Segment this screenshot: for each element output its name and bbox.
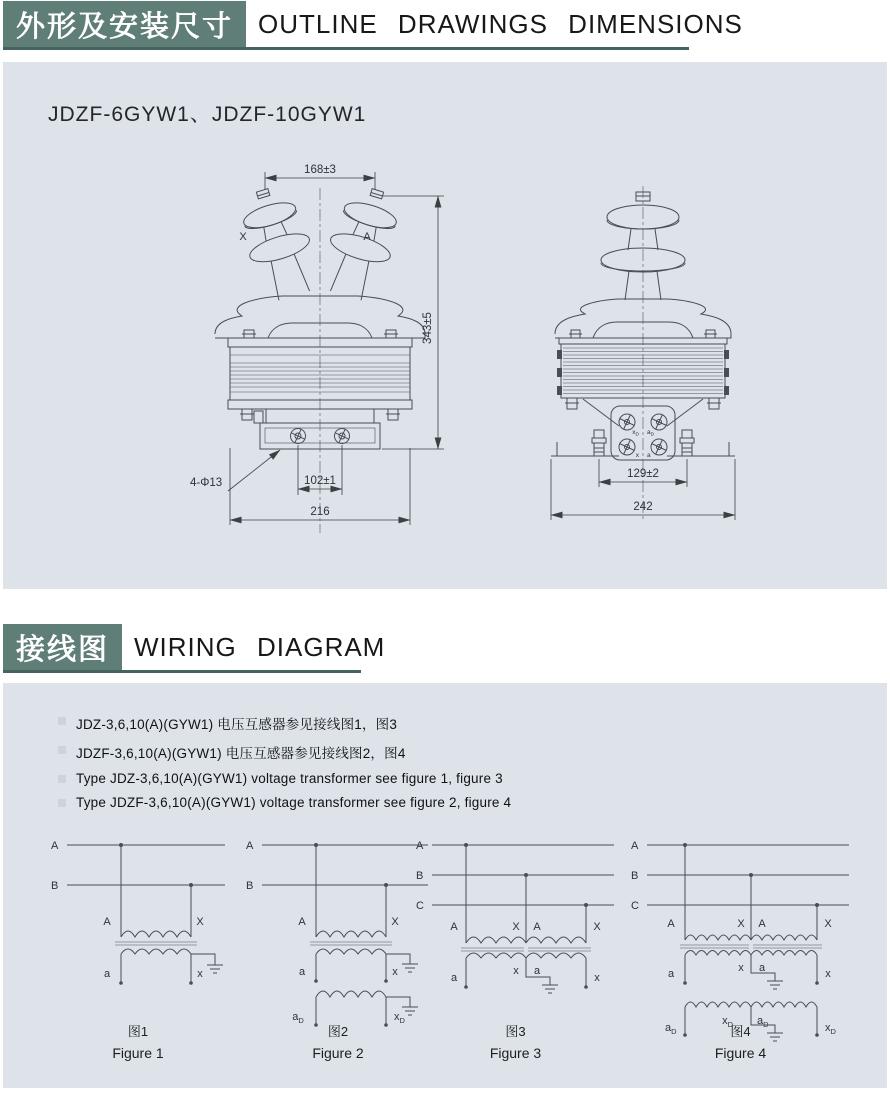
- svg-text:4-Φ13: 4-Φ13: [190, 477, 223, 489]
- bushing-right-label: A: [363, 231, 371, 243]
- bullet-square-icon: [58, 717, 66, 725]
- primary-terminal-X: X: [512, 921, 520, 933]
- residual-terminal-aD: $a_D$: [757, 1015, 769, 1029]
- bus-label-a: A: [246, 840, 254, 852]
- bullet-square-icon: [58, 799, 66, 807]
- core: [680, 945, 822, 948]
- secondary-terminal-x: x: [197, 968, 203, 980]
- bus-label-c: C: [631, 900, 639, 912]
- terminal-strip: [254, 409, 380, 449]
- secondary-terminal-x: x: [825, 968, 831, 980]
- bushing-left-label: X: [239, 231, 247, 243]
- secondary-winding: [751, 951, 817, 956]
- wiring-section-header: [3, 624, 385, 670]
- secondary-terminal-a: a: [667, 968, 675, 980]
- bus-label-a: A: [416, 840, 424, 852]
- figure-caption-cn: 图2: [327, 1024, 349, 1039]
- primary-terminal-A: A: [103, 916, 111, 928]
- figure-4-schematic: [623, 825, 858, 1045]
- note-item: [58, 742, 511, 762]
- terminal-label-a: a: [647, 452, 651, 459]
- secondary-terminal-a: a: [298, 966, 306, 978]
- secondary-winding: [121, 949, 191, 954]
- primary-winding: [751, 935, 817, 940]
- wiring-heading-cn: 接线图: [3, 624, 122, 670]
- front-view-drawing: [170, 148, 470, 548]
- figure-3-schematic: [408, 825, 623, 1045]
- bullet-square-icon: [58, 746, 66, 754]
- notes-list: [58, 713, 511, 819]
- primary-terminal-X: X: [824, 918, 832, 930]
- residual-terminal-aD: $a_D$: [665, 1022, 677, 1036]
- model-title: JDZF-6GYW1、JDZF-10GYW1: [48, 103, 367, 126]
- outline-heading-en: OUTLINE DRAWINGS DIMENSIONS: [258, 8, 743, 39]
- primary-winding: [466, 937, 526, 943]
- bullet-square-icon: [58, 775, 66, 783]
- primary-terminal-A: A: [533, 921, 541, 933]
- bus-label-a: A: [631, 840, 639, 852]
- secondary-winding: [316, 949, 386, 954]
- dimension-height: [382, 196, 444, 449]
- secondary-terminal-a: a: [450, 972, 458, 984]
- figure-caption-en: Figure 2: [312, 1045, 364, 1061]
- note-item: [58, 713, 511, 733]
- note-text: JDZ-3,6,10(A)(GYW1) 电压互感器参见接线图1，图3: [76, 717, 398, 732]
- svg-text:168±3: 168±3: [304, 164, 336, 176]
- bus-label-b: B: [416, 870, 424, 882]
- residual-terminal-xD: $x_D$: [825, 1022, 836, 1036]
- residual-terminal-aD: $a_D$: [292, 1011, 304, 1025]
- primary-winding: [685, 935, 751, 940]
- wiring-heading-en: WIRING DIAGRAM: [134, 631, 386, 662]
- primary-terminal-X: X: [737, 918, 745, 930]
- secondary-terminal-a: a: [533, 965, 541, 977]
- core: [461, 948, 591, 951]
- figure-caption-cn: 图1: [127, 1024, 149, 1039]
- primary-terminal-X: X: [391, 916, 399, 928]
- secondary-terminal-a: a: [758, 962, 766, 974]
- secondary-winding: [466, 953, 526, 958]
- note-item: [58, 795, 511, 810]
- secondary-terminal-x: x: [738, 962, 744, 974]
- wiring-diagram-panel: [3, 683, 887, 1088]
- wiring-figure-4: [623, 825, 858, 1061]
- secondary-winding: [685, 951, 751, 956]
- note-text: Type JDZ-3,6,10(A)(GYW1) voltage transformer see figure 1, figure 3: [76, 771, 503, 786]
- figure-caption-en: Figure 3: [489, 1045, 542, 1061]
- bushing-left: [232, 181, 323, 304]
- residual-winding: [685, 1002, 751, 1007]
- figure-caption-cn: 图3: [505, 1024, 526, 1039]
- secondary-terminal-a: a: [103, 968, 111, 980]
- foot-bolt-right: [680, 430, 694, 456]
- outline-heading-cn: 外形及安装尺寸: [3, 1, 246, 47]
- ground-icon: [751, 955, 783, 989]
- bus-label-c: C: [416, 900, 424, 912]
- bus-label-b: B: [51, 880, 59, 892]
- terminal-label-ad: $a_D$: [647, 429, 655, 438]
- terminal-label-xd: $x_D$: [632, 429, 639, 438]
- side-view-drawing: [523, 170, 833, 535]
- primary-winding: [121, 931, 191, 937]
- primary-terminal-A: A: [298, 916, 306, 928]
- note-text: JDZF-3,6,10(A)(GYW1) 电压互感器参见接线图2，图4: [76, 746, 406, 761]
- svg-text:242: 242: [633, 501, 653, 513]
- residual-winding: [751, 1002, 817, 1007]
- primary-winding: [526, 937, 586, 943]
- bus-label-b: B: [246, 880, 254, 892]
- primary-terminal-A: A: [450, 921, 458, 933]
- figure-caption-en: Figure 4: [714, 1045, 767, 1061]
- primary-terminal-A: A: [667, 918, 675, 930]
- primary-terminal-X: X: [196, 916, 204, 928]
- bus-label-a: A: [51, 840, 59, 852]
- figure-caption-cn: 图4: [730, 1024, 751, 1039]
- ground-icon: [526, 958, 558, 993]
- secondary-terminal-x: x: [392, 966, 398, 978]
- bus-label-b: B: [631, 870, 639, 882]
- ground-icon: [191, 954, 223, 973]
- primary-winding: [316, 931, 386, 937]
- secondary-winding: [526, 953, 586, 958]
- primary-terminal-X: X: [593, 921, 601, 933]
- outline-section-header: [3, 1, 743, 47]
- bushing-right: [316, 181, 407, 304]
- secondary-terminal-x: x: [513, 965, 519, 977]
- core: [310, 942, 392, 945]
- hole-callout: [190, 450, 280, 491]
- residual-winding: [316, 991, 386, 997]
- outline-drawings-panel: [3, 62, 887, 589]
- header-underline: [3, 47, 689, 50]
- primary-terminal-A: A: [758, 918, 766, 930]
- header-underline: [3, 670, 361, 673]
- svg-text:343±5: 343±5: [422, 312, 434, 344]
- secondary-terminal-x: x: [594, 972, 600, 984]
- figure-1-schematic: [43, 825, 233, 1045]
- figure-caption-en: Figure 1: [112, 1045, 164, 1061]
- wiring-figure-1: [43, 825, 233, 1061]
- note-item: [58, 771, 511, 786]
- note-text: Type JDZF-3,6,10(A)(GYW1) voltage transformer see figure 2, figure 4: [76, 795, 512, 810]
- residual-terminal-xD: $x_D$: [394, 1011, 405, 1025]
- core: [115, 942, 197, 945]
- svg-text:102±1: 102±1: [304, 475, 336, 487]
- svg-text:216: 216: [310, 506, 330, 518]
- foot-bolt-left: [592, 430, 606, 456]
- residual-terminal-xD: $x_D$: [722, 1015, 733, 1029]
- wiring-figure-3: [408, 825, 623, 1061]
- svg-text:129±2: 129±2: [627, 468, 659, 480]
- dimension-top-span: [265, 164, 375, 190]
- terminal-label-x: x: [635, 452, 639, 459]
